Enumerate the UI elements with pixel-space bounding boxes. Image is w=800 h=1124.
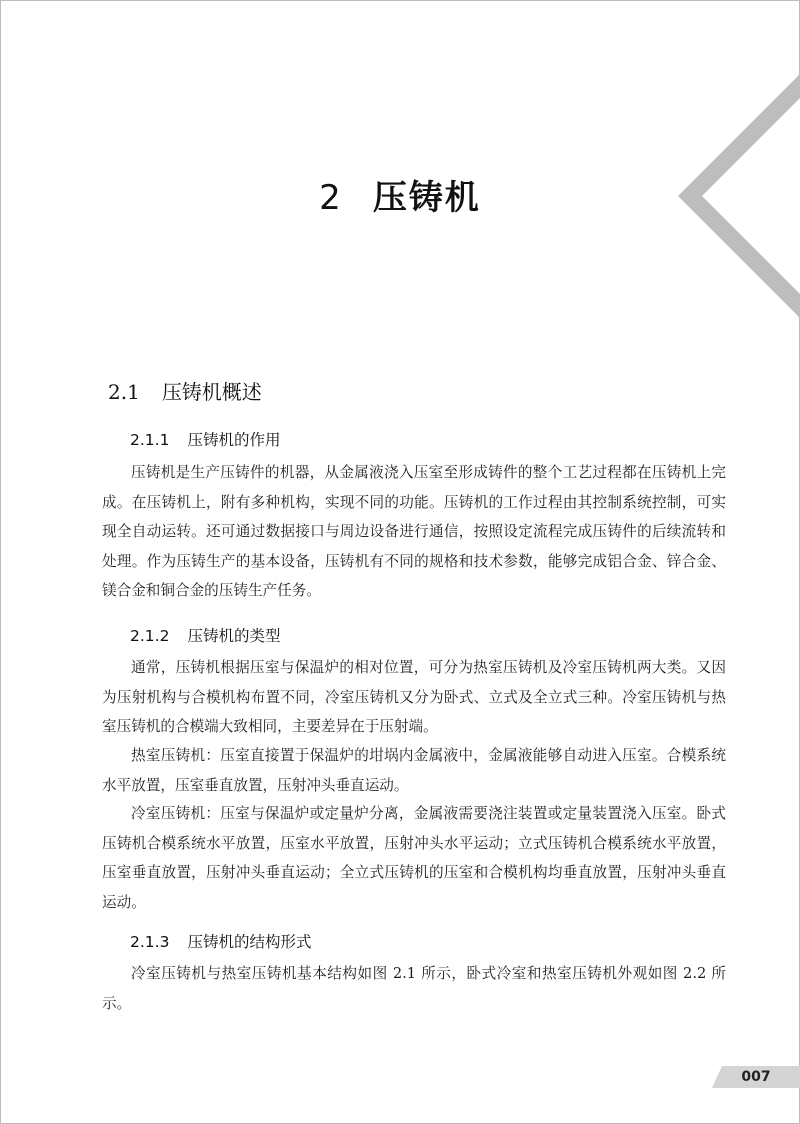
subsection-number: 2.1.3 <box>130 933 170 951</box>
subsection-number: 2.1.2 <box>130 627 170 645</box>
subsection-heading-2-1-3 <box>130 930 311 952</box>
page-number: 007 <box>741 1069 771 1085</box>
paragraph: 通常，压铸机根据压室与保温炉的相对位置，可分为热室压铸机及冷室压铸机两大类。又因为压射机构与合模机构布置不同，冷室压铸机又分为卧式、立式及全立式三种。冷室压铸机与热室压铸机的合模端大致相同，主要差异在于压射端。 <box>102 659 726 735</box>
section-heading <box>108 376 262 405</box>
section-title: 压铸机概述 <box>161 380 262 404</box>
paragraph: 冷室压铸机：压室与保温炉或定量炉分离，金属液需要浇注装置或定量装置浇入压室。卧式压铸机合模系统水平放置，压室水平放置，压射冲头水平运动；立式压铸机合模系统水平放置，压室垂直放置，压射冲头垂直运动；全立式压铸机的压室和合模机构均垂直放置，压射冲头垂直运动。 <box>102 805 726 911</box>
chapter-number: 2 <box>319 178 343 218</box>
paragraph: 压铸机是生产压铸件的机器，从金属液浇入压室至形成铸件的整个工艺过程都在压铸机上完成。在压铸机上，附有多种机构，实现不同的功能。压铸机的工作过程由其控制系统控制，可实现全自动运转。还可通过数据接口与周边设备进行通信，按照设定流程完成压铸件的后续流转和处理。作为压铸生产的基本设备，压铸机有不同的规格和技术参数，能够完成铝合金、锌合金、镁合金和铜合金的压铸生产任务。 <box>102 464 726 599</box>
subsection-number: 2.1.1 <box>130 431 170 449</box>
subsection-title: 压铸机的类型 <box>187 627 281 645</box>
paragraph: 冷室压铸机与热室压铸机基本结构如图 2.1 所示，卧式冷室和热室压铸机外观如图 2.2 所示。 <box>102 965 726 1012</box>
paragraph: 热室压铸机：压室直接置于保温炉的坩埚内金属液中，金属液能够自动进入压室。合模系统水平放置，压室垂直放置，压射冲头垂直运动。 <box>102 747 726 794</box>
subsection-heading-2-1-1 <box>130 428 280 450</box>
subsection-heading-2-1-2 <box>130 624 280 646</box>
chapter-title <box>0 170 800 219</box>
subsection-title: 压铸机的结构形式 <box>187 933 312 951</box>
section-number: 2.1 <box>108 380 140 404</box>
subsection-title: 压铸机的作用 <box>187 431 281 449</box>
chapter-title-text: 压铸机 <box>372 178 481 218</box>
